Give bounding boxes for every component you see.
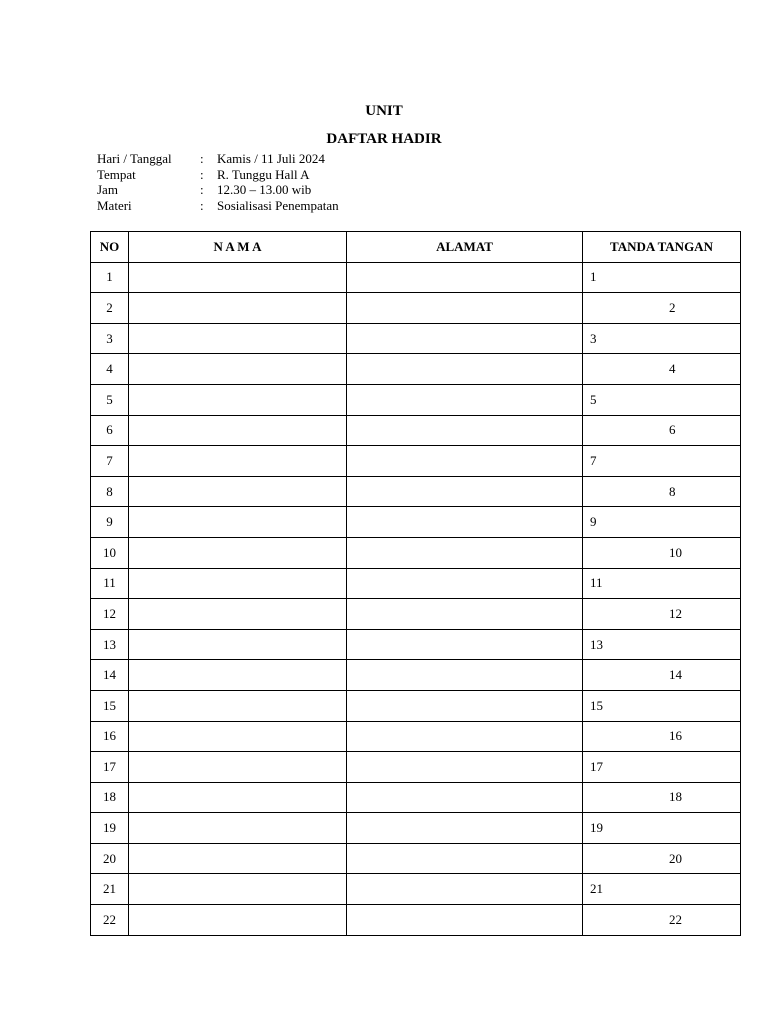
column-header-alamat: ALAMAT <box>347 232 583 263</box>
row-number: 1 <box>91 262 129 293</box>
table-row <box>91 752 741 783</box>
alamat-cell[interactable] <box>347 629 583 660</box>
nama-cell[interactable] <box>129 660 347 691</box>
alamat-cell[interactable] <box>347 660 583 691</box>
signature-cell[interactable] <box>583 813 741 844</box>
signature-number: 12 <box>669 605 682 621</box>
signature-cell[interactable] <box>583 476 741 507</box>
table-row <box>91 599 741 630</box>
signature-number: 10 <box>669 544 682 560</box>
signature-cell[interactable] <box>583 293 741 324</box>
signature-cell[interactable] <box>583 721 741 752</box>
signature-number: 2 <box>669 299 676 315</box>
row-number: 20 <box>91 843 129 874</box>
table-row <box>91 905 741 936</box>
nama-cell[interactable] <box>129 813 347 844</box>
nama-cell[interactable] <box>129 293 347 324</box>
table-row <box>91 415 741 446</box>
table-row <box>91 323 741 354</box>
alamat-cell[interactable] <box>347 262 583 293</box>
signature-cell[interactable] <box>583 415 741 446</box>
alamat-cell[interactable] <box>347 446 583 477</box>
nama-cell[interactable] <box>129 507 347 538</box>
signature-number: 11 <box>590 575 603 591</box>
row-number: 12 <box>91 599 129 630</box>
row-number: 19 <box>91 813 129 844</box>
signature-number: 20 <box>669 850 682 866</box>
nama-cell[interactable] <box>129 690 347 721</box>
alamat-cell[interactable] <box>347 476 583 507</box>
nama-cell[interactable] <box>129 752 347 783</box>
column-header-no: NO <box>91 232 129 263</box>
column-header-nama: N A M A <box>129 232 347 263</box>
nama-cell[interactable] <box>129 782 347 813</box>
table-row <box>91 293 741 324</box>
row-number: 16 <box>91 721 129 752</box>
nama-cell[interactable] <box>129 843 347 874</box>
signature-number: 17 <box>590 758 603 774</box>
signature-cell[interactable] <box>583 690 741 721</box>
signature-cell[interactable] <box>583 384 741 415</box>
nama-cell[interactable] <box>129 599 347 630</box>
signature-cell[interactable] <box>583 660 741 691</box>
info-colon: : <box>200 151 204 166</box>
nama-cell[interactable] <box>129 721 347 752</box>
row-number: 13 <box>91 629 129 660</box>
nama-cell[interactable] <box>129 905 347 936</box>
row-number: 17 <box>91 752 129 783</box>
signature-cell[interactable] <box>583 905 741 936</box>
signature-number: 14 <box>669 667 682 683</box>
info-colon: : <box>200 166 204 182</box>
column-header-tanda-tangan: TANDA TANGAN <box>583 232 741 263</box>
nama-cell[interactable] <box>129 384 347 415</box>
alamat-cell[interactable] <box>347 690 583 721</box>
page-title: DAFTAR HADIR <box>326 131 442 147</box>
signature-number: 22 <box>669 911 682 927</box>
signature-cell[interactable] <box>583 874 741 905</box>
nama-cell[interactable] <box>129 537 347 568</box>
signature-cell[interactable] <box>583 568 741 599</box>
alamat-cell[interactable] <box>347 874 583 905</box>
signature-cell[interactable] <box>583 782 741 813</box>
table-row <box>91 690 741 721</box>
info-colon: : <box>200 197 204 213</box>
signature-cell[interactable] <box>583 507 741 538</box>
nama-cell[interactable] <box>129 446 347 477</box>
nama-cell[interactable] <box>129 415 347 446</box>
alamat-cell[interactable] <box>347 384 583 415</box>
row-number: 6 <box>91 415 129 446</box>
info-value: Kamis / 11 Juli 2024 <box>217 151 325 166</box>
info-value: 12.30 – 13.00 wib <box>217 182 312 197</box>
table-row <box>91 384 741 415</box>
alamat-cell[interactable] <box>347 507 583 538</box>
signature-number: 8 <box>669 483 676 499</box>
table-row <box>91 782 741 813</box>
signature-number: 9 <box>590 514 597 530</box>
signature-cell[interactable] <box>583 323 741 354</box>
signature-cell[interactable] <box>583 262 741 293</box>
attendance-table <box>90 231 741 936</box>
info-label: Tempat <box>97 166 136 182</box>
row-number: 3 <box>91 323 129 354</box>
signature-cell[interactable] <box>583 537 741 568</box>
row-number: 8 <box>91 476 129 507</box>
info-label: Materi <box>97 197 132 213</box>
signature-number: 6 <box>669 422 676 438</box>
alamat-cell[interactable] <box>347 752 583 783</box>
nama-cell[interactable] <box>129 354 347 385</box>
meeting-info <box>97 151 339 213</box>
table-row <box>91 721 741 752</box>
signature-number: 19 <box>590 820 603 836</box>
alamat-cell[interactable] <box>347 415 583 446</box>
signature-cell[interactable] <box>583 752 741 783</box>
info-label: Hari / Tanggal <box>97 151 172 166</box>
signature-number: 7 <box>590 452 597 468</box>
nama-cell[interactable] <box>129 629 347 660</box>
nama-cell[interactable] <box>129 874 347 905</box>
row-number: 15 <box>91 690 129 721</box>
signature-cell[interactable] <box>583 629 741 660</box>
table-row <box>91 537 741 568</box>
row-number: 7 <box>91 446 129 477</box>
signature-number: 16 <box>669 728 682 744</box>
signature-cell[interactable] <box>583 446 741 477</box>
alamat-cell[interactable] <box>347 323 583 354</box>
signature-number: 1 <box>590 269 597 285</box>
row-number: 11 <box>91 568 129 599</box>
nama-cell[interactable] <box>129 476 347 507</box>
signature-number: 13 <box>590 636 603 652</box>
table-header-row <box>91 232 741 263</box>
signature-cell[interactable] <box>583 354 741 385</box>
table-row <box>91 476 741 507</box>
alamat-cell[interactable] <box>347 813 583 844</box>
info-row <box>97 198 339 214</box>
alamat-cell[interactable] <box>347 905 583 936</box>
info-value: R. Tunggu Hall A <box>217 166 310 182</box>
nama-cell[interactable] <box>129 568 347 599</box>
table-row <box>91 843 741 874</box>
table-row <box>91 629 741 660</box>
info-label: Jam <box>97 182 118 197</box>
table-row <box>91 813 741 844</box>
signature-number: 15 <box>590 697 603 713</box>
unit-heading: UNIT <box>365 103 403 119</box>
alamat-cell[interactable] <box>347 721 583 752</box>
signature-number: 5 <box>590 391 597 407</box>
row-number: 10 <box>91 537 129 568</box>
signature-number: 21 <box>590 881 603 897</box>
info-row <box>97 167 339 183</box>
alamat-cell[interactable] <box>347 568 583 599</box>
row-number: 14 <box>91 660 129 691</box>
row-number: 4 <box>91 354 129 385</box>
row-number: 9 <box>91 507 129 538</box>
row-number: 2 <box>91 293 129 324</box>
table-row <box>91 507 741 538</box>
nama-cell[interactable] <box>129 323 347 354</box>
table-row <box>91 874 741 905</box>
info-row <box>97 182 339 198</box>
info-colon: : <box>200 182 204 197</box>
info-row <box>97 151 339 167</box>
alamat-cell[interactable] <box>347 354 583 385</box>
table-row <box>91 262 741 293</box>
alamat-cell[interactable] <box>347 293 583 324</box>
signature-cell[interactable] <box>583 599 741 630</box>
table-row <box>91 660 741 691</box>
table-row <box>91 446 741 477</box>
row-number: 21 <box>91 874 129 905</box>
alamat-cell[interactable] <box>347 599 583 630</box>
info-value: Sosialisasi Penempatan <box>217 197 339 213</box>
signature-cell[interactable] <box>583 843 741 874</box>
signature-number: 4 <box>669 361 676 377</box>
table-row <box>91 354 741 385</box>
row-number: 5 <box>91 384 129 415</box>
alamat-cell[interactable] <box>347 782 583 813</box>
signature-number: 18 <box>669 789 682 805</box>
nama-cell[interactable] <box>129 262 347 293</box>
row-number: 18 <box>91 782 129 813</box>
alamat-cell[interactable] <box>347 537 583 568</box>
alamat-cell[interactable] <box>347 843 583 874</box>
signature-number: 3 <box>590 330 597 346</box>
table-row <box>91 568 741 599</box>
row-number: 22 <box>91 905 129 936</box>
